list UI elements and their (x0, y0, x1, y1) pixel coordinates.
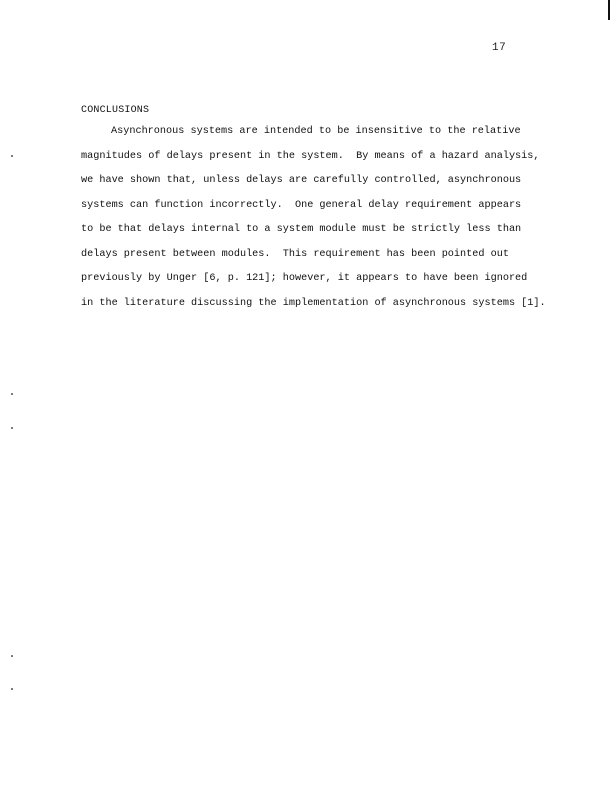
paragraph-line: in the literature discussing the implementation of asynchronous systems [1]. (81, 297, 546, 309)
paragraph-line: to be that delays internal to a system module must be strictly less than (81, 224, 522, 235)
section-heading: CONCLUSIONS (81, 105, 150, 116)
page-number: 17 (492, 42, 507, 54)
scan-edge-mark (608, 0, 610, 20)
margin-speck (11, 427, 13, 429)
paragraph-line: previously by Unger [6, p. 121]; however, it appears to have been ignored (81, 273, 528, 284)
paragraph-line: systems can function incorrectly. One general delay requirement appears (81, 199, 522, 211)
paragraph-line: delays present between modules. This requirement has been pointed out (81, 248, 509, 260)
margin-speck (11, 655, 13, 657)
paragraph-line: magnitudes of delays present in the system. By means of a hazard analysis, (81, 150, 540, 162)
margin-speck (11, 393, 13, 395)
body-paragraph (81, 124, 551, 320)
paragraph-line: Asynchronous systems are intended to be insensitive to the relative (111, 126, 521, 137)
margin-speck (11, 688, 13, 690)
margin-speck (11, 155, 13, 157)
paragraph-line: we have shown that, unless delays are carefully controlled, asynchronous (81, 175, 522, 186)
